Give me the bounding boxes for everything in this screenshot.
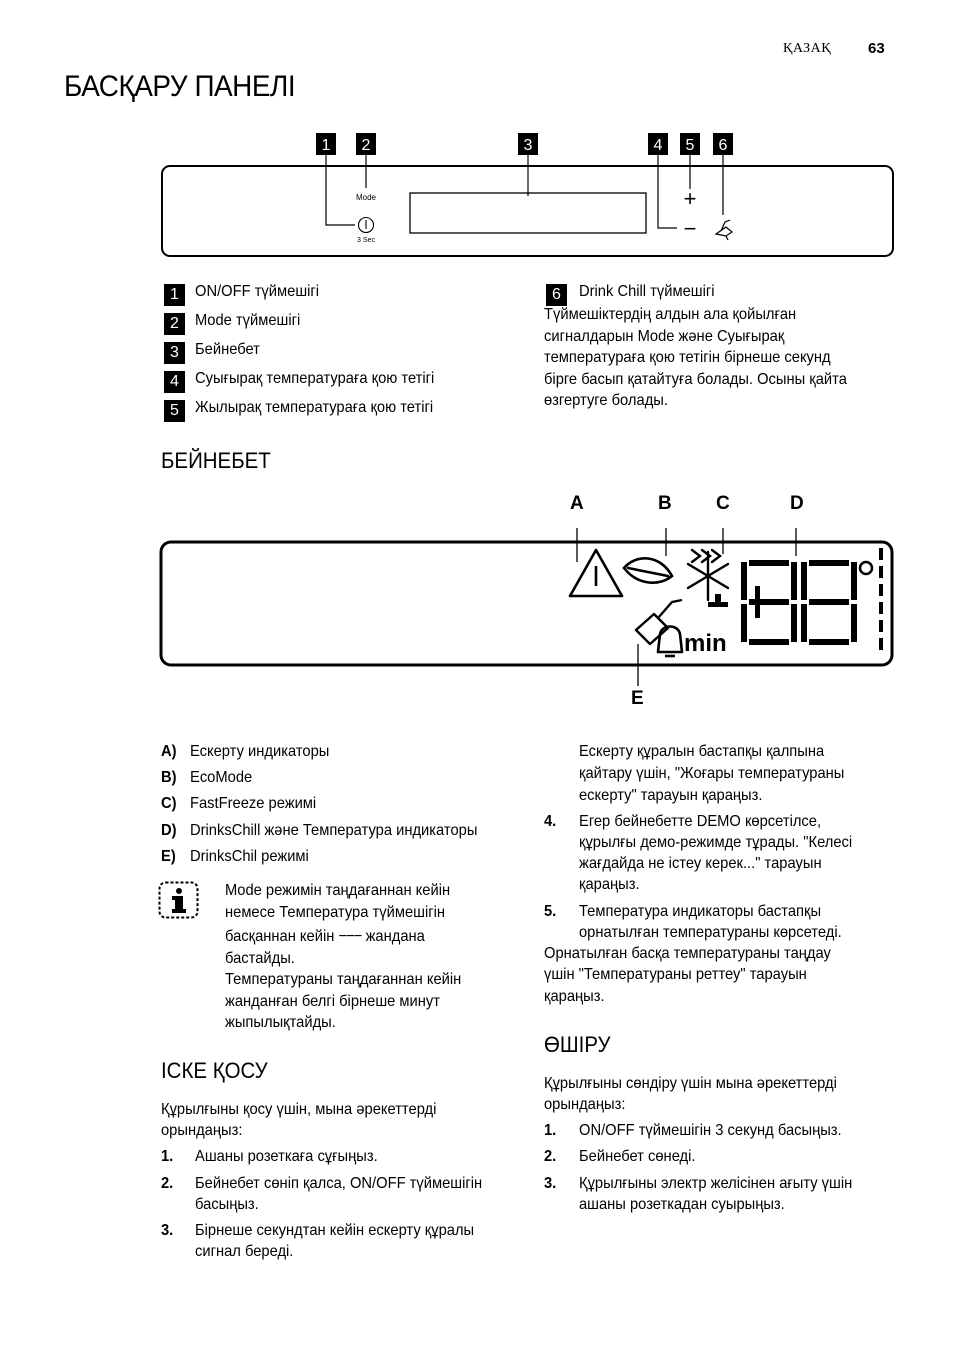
display-legend-letter-d: D) bbox=[161, 822, 177, 839]
step-4-line-3: жағдайда не істеу керек..." тарауын bbox=[579, 855, 822, 872]
legend-6-desc-5: өзгертуге болады. bbox=[544, 392, 668, 409]
callout-e: E bbox=[631, 688, 644, 709]
info-note-line-1: Mode режимін таңдағаннан кейін bbox=[225, 882, 451, 899]
plus-minus-icon bbox=[708, 594, 728, 607]
switch-on-step-3-line-1: Бірнеше секундтан кейін ескерту құралы bbox=[195, 1222, 475, 1239]
step-4-line-2: құрылғы демо-режимде тұрады. "Келесі bbox=[579, 834, 853, 851]
step-5-line-1: Температура индикаторы бастапқы bbox=[579, 903, 822, 920]
power-icon bbox=[359, 218, 374, 233]
language-label: ҚАЗАҚ bbox=[783, 41, 832, 56]
right-note-line-2: үшін "Температураны реттеу" тарауын bbox=[544, 966, 807, 983]
switch-off-step-3-line-1: Құрылғыны электр желісінен ағыту үшін bbox=[579, 1175, 853, 1192]
callout-4: 4 bbox=[653, 137, 663, 154]
legend-text-4: Суығырақ температураға қою тетігі bbox=[195, 370, 435, 387]
legend-text-2: Mode түймешігі bbox=[195, 312, 301, 329]
legend-6-desc-2: сигналдарын Mode және Суығырақ bbox=[544, 328, 785, 345]
continuation-line-3: ескерту" тарауын қараңыз. bbox=[579, 787, 763, 804]
switch-off-intro-1: Құрылғыны сөндіру үшін мына әрекеттерді bbox=[544, 1075, 837, 1092]
legend-num-6: 6 bbox=[546, 284, 567, 306]
step-5-line-2: орнатылған температураны көрсетеді. bbox=[579, 924, 842, 941]
digit-88 bbox=[741, 560, 857, 645]
callout-c: C bbox=[716, 493, 730, 514]
info-note-line-5: Температураны таңдағаннан кейін bbox=[225, 971, 462, 988]
plus-icon: + bbox=[683, 186, 697, 211]
mode-label: Mode bbox=[355, 193, 377, 202]
display-legend-text-d: DrinksChill және Температура индикаторы bbox=[190, 822, 478, 839]
display-legend-text-a: Ескерту индикаторы bbox=[190, 743, 330, 760]
control-panel-diagram bbox=[0, 0, 954, 280]
display-diagram bbox=[0, 510, 954, 690]
info-note-line-2: немесе Температура түймешігін bbox=[225, 904, 445, 921]
display-legend-text-b: EcoMode bbox=[190, 769, 253, 786]
callout-2: 2 bbox=[361, 137, 371, 154]
info-note-line-3 bbox=[225, 926, 425, 948]
legend-num-5: 5 bbox=[164, 400, 185, 422]
page-title: БАСҚАРУ ПАНЕЛІ bbox=[64, 70, 296, 103]
legend-6-desc-4: бірге басып қатайтуға болады. Осыны қайта bbox=[544, 371, 847, 388]
continuation-line-1: Ескерту құралын бастапқы қалпына bbox=[579, 743, 825, 760]
legend-num-1: 1 bbox=[164, 284, 185, 306]
callout-6: 6 bbox=[718, 137, 728, 154]
switch-on-intro-2: орындаңыз: bbox=[161, 1122, 243, 1139]
switch-on-step-2-line-2: басыңыз. bbox=[195, 1196, 259, 1213]
display-legend-letter-c: C) bbox=[161, 795, 177, 812]
switch-off-step-2-num: 2. bbox=[544, 1148, 557, 1165]
switch-off-step-3-num: 3. bbox=[544, 1175, 557, 1192]
minus-icon: − bbox=[683, 216, 697, 241]
callout-b: B bbox=[658, 493, 672, 514]
fastfreeze-icon bbox=[688, 550, 728, 600]
display-legend-text-c: FastFreeze режимі bbox=[190, 795, 317, 812]
bell-icon bbox=[658, 627, 682, 657]
callout-5: 5 bbox=[685, 137, 695, 154]
dashes-icon: −−− bbox=[338, 928, 362, 945]
legend-num-4: 4 bbox=[164, 371, 185, 393]
leaf-icon bbox=[624, 558, 672, 582]
display-legend-letter-b: B) bbox=[161, 769, 177, 786]
switch-on-intro-1: Құрылғыны қосу үшін, мына әрекеттерді bbox=[161, 1101, 437, 1118]
step-4-line-1: Егер бейнебетте DEMO көрсетілсе, bbox=[579, 813, 822, 830]
info-note-text: жандана bbox=[365, 928, 425, 945]
legend-6-desc-1: Түймешіктердің алдын ала қойылған bbox=[544, 306, 797, 323]
legend-text-3: Бейнебет bbox=[195, 341, 260, 358]
right-note-line-1: Орнатылған басқа температураны таңдау bbox=[544, 945, 831, 962]
display-legend-letter-a: A) bbox=[161, 743, 177, 760]
display-legend-text-e: DrinksChil режимі bbox=[190, 848, 309, 865]
legend-text-5: Жылырақ температураға қою тетігі bbox=[195, 399, 434, 416]
switch-off-step-1-num: 1. bbox=[544, 1122, 557, 1139]
switch-on-step-2-line-1: Бейнебет сөніп қалса, ON/OFF түймешігін bbox=[195, 1175, 483, 1192]
switch-off-step-3-line-2: ашаны розеткадан суырыңыз. bbox=[579, 1196, 785, 1213]
min-label: min bbox=[684, 630, 727, 657]
callout-3: 3 bbox=[523, 137, 533, 154]
degree-icon bbox=[860, 562, 872, 574]
switch-on-step-3-line-2: сигнал береді. bbox=[195, 1243, 294, 1260]
info-note-text: басқаннан кейін bbox=[225, 928, 335, 945]
legend-num-2: 2 bbox=[164, 313, 185, 335]
power-sublabel: 3 Sec bbox=[357, 237, 375, 244]
callout-a: A bbox=[570, 493, 584, 514]
legend-num-3: 3 bbox=[164, 342, 185, 364]
warning-icon bbox=[570, 550, 622, 596]
legend-text-6: Drink Chill түймешігі bbox=[579, 283, 715, 300]
switch-on-step-1-num: 1. bbox=[161, 1148, 174, 1165]
switch-on-step-2-num: 2. bbox=[161, 1175, 174, 1192]
legend-6-desc-3: температураға қою тетігін бірнеше секунд bbox=[544, 349, 831, 366]
continuation-line-2: қайтару үшін, "Жоғары температураны bbox=[579, 765, 845, 782]
info-note-line-7: жыпылықтайды. bbox=[225, 1014, 336, 1031]
switch-on-step-1-line-1: Ашаны розеткаға сұғыңыз. bbox=[195, 1148, 378, 1165]
step-5-num: 5. bbox=[544, 903, 557, 920]
panel-display-window bbox=[410, 193, 646, 233]
switch-on-heading: ІСКЕ ҚОСУ bbox=[161, 1058, 268, 1083]
callout-lines bbox=[577, 528, 796, 686]
info-icon bbox=[158, 881, 200, 921]
legend-text-1: ON/OFF түймешігі bbox=[195, 283, 320, 300]
switch-off-step-1-line-1: ON/OFF түймешігін 3 секунд басыңыз. bbox=[579, 1122, 842, 1139]
display-legend-letter-e: E) bbox=[161, 848, 176, 865]
info-note-line-4: бастайды. bbox=[225, 950, 295, 967]
right-note-line-3: қараңыз. bbox=[544, 988, 605, 1005]
step-4-line-4: қараңыз. bbox=[579, 876, 640, 893]
step-4-num: 4. bbox=[544, 813, 557, 830]
switch-off-step-2-line-1: Бейнебет сөнеді. bbox=[579, 1148, 696, 1165]
switch-on-step-3-num: 3. bbox=[161, 1222, 174, 1239]
temperature-bar bbox=[879, 548, 883, 650]
callout-1: 1 bbox=[321, 137, 331, 154]
info-note-line-6: жанданған белгі бірнеше минут bbox=[225, 993, 440, 1010]
page-number: 63 bbox=[868, 40, 885, 57]
drink-chill-icon bbox=[716, 220, 732, 240]
switch-off-heading: ӨШІРУ bbox=[544, 1032, 611, 1057]
switch-off-intro-2: орындаңыз: bbox=[544, 1096, 626, 1113]
display-heading: БЕЙНЕБЕТ bbox=[161, 448, 271, 473]
callout-d: D bbox=[790, 493, 804, 514]
